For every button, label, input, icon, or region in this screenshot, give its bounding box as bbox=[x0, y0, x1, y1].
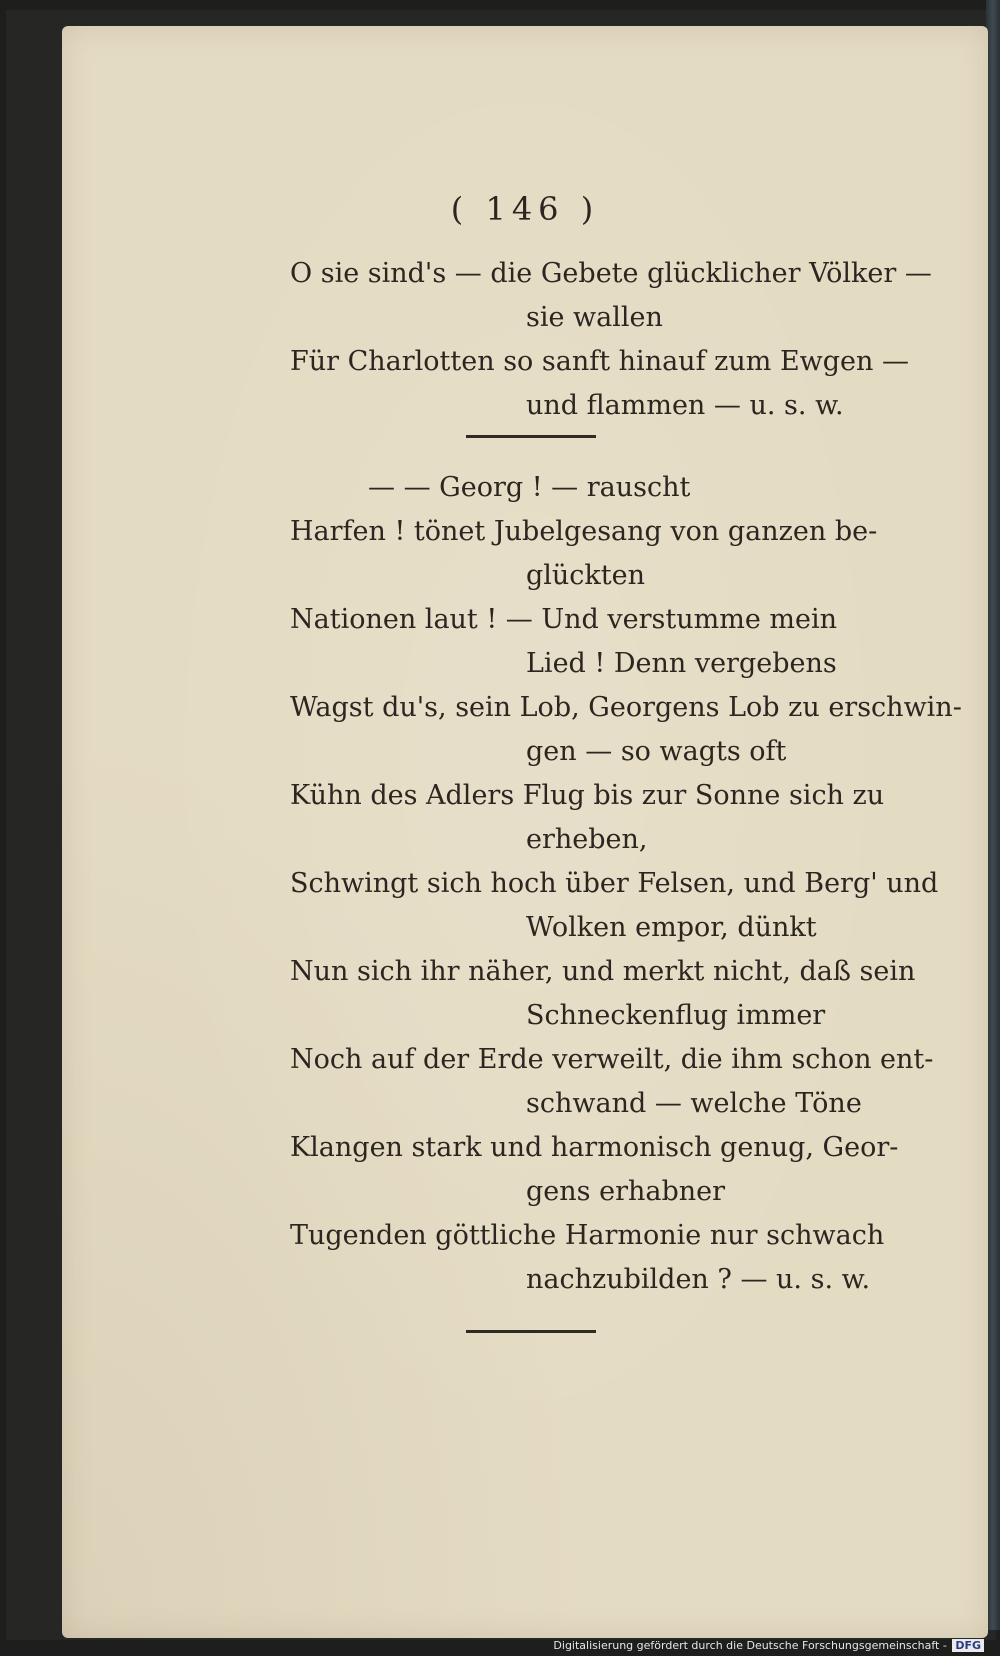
verse-line: Kühn des Adlers Flug bis zur Sonne sich zu bbox=[290, 780, 885, 811]
verse-line: Nun sich ihr näher, und merkt nicht, daß sein bbox=[290, 956, 916, 987]
verse-line: — — Georg ! — rauscht bbox=[368, 472, 691, 503]
verse-line: Lied ! Denn vergebens bbox=[526, 648, 837, 679]
page-number: ( 146 ) bbox=[450, 190, 600, 228]
digitization-credit bbox=[553, 1639, 984, 1652]
verse-line: Noch auf der Erde verweilt, die ihm schon ent- bbox=[290, 1044, 934, 1075]
verse-line: Nationen laut ! — Und verstumme mein bbox=[290, 604, 837, 635]
verse-line: Schneckenflug immer bbox=[526, 1000, 826, 1031]
section-rule bbox=[466, 435, 596, 438]
verse-line: sie wallen bbox=[526, 302, 663, 333]
verse-line: Tugenden göttliche Harmonie nur schwach bbox=[290, 1220, 885, 1251]
verse-line: Wagst du's, sein Lob, Georgens Lob zu erschwin- bbox=[290, 692, 962, 723]
end-rule bbox=[466, 1330, 596, 1333]
verse-line: Schwingt sich hoch über Felsen, und Berg' und bbox=[290, 868, 939, 899]
verse-line: und flammen — u. s. w. bbox=[526, 390, 844, 421]
verse-line: glückten bbox=[526, 560, 646, 591]
verse-line: Für Charlotten so sanft hinauf zum Ewgen — bbox=[290, 346, 909, 377]
verse-line: erheben, bbox=[526, 824, 648, 855]
book-spine bbox=[986, 0, 1000, 1630]
verse-line: Wolken empor, dünkt bbox=[526, 912, 817, 943]
verse-line: O sie sind's — die Gebete glücklicher Völker — bbox=[290, 258, 932, 289]
dfg-logo: DFG bbox=[952, 1639, 984, 1652]
verse-line: Klangen stark und harmonisch genug, Geor- bbox=[290, 1132, 899, 1163]
verse-line: Harfen ! tönet Jubelgesang von ganzen be- bbox=[290, 516, 878, 547]
credit-text: Digitalisierung gefördert durch die Deutsche Forschungsgemeinschaft - bbox=[553, 1639, 947, 1652]
book-page bbox=[62, 26, 988, 1638]
verse-line: gen — so wagts oft bbox=[526, 736, 787, 767]
page-text bbox=[62, 26, 988, 1638]
verse-line: gens erhabner bbox=[526, 1176, 726, 1207]
verse-line: schwand — welche Töne bbox=[526, 1088, 862, 1119]
verse-line: nachzubilden ? — u. s. w. bbox=[526, 1264, 871, 1295]
